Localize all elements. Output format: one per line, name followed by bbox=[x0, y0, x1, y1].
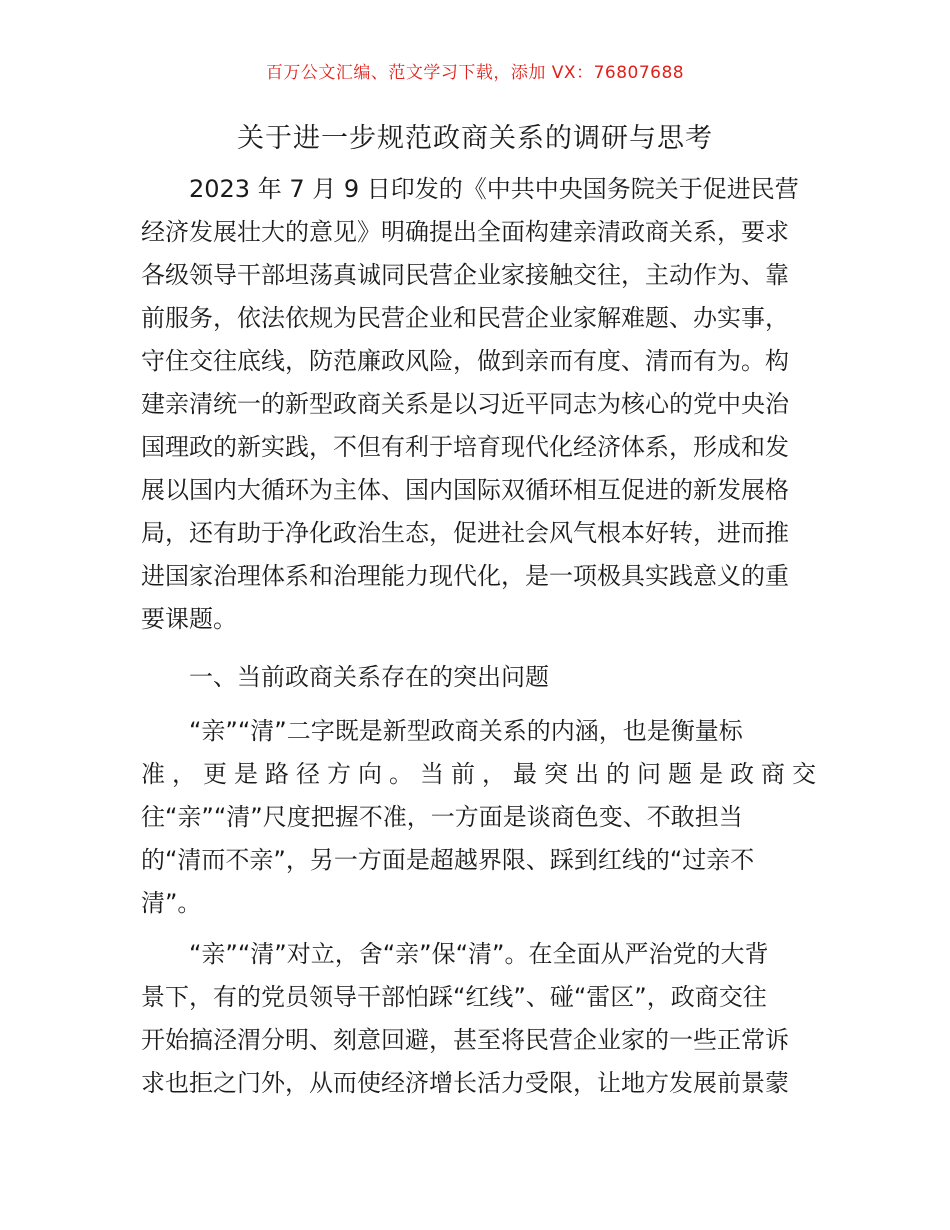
paragraph-line: 国理政的新实践，不但有利于培育现代化经济体系，形成和发 bbox=[141, 433, 789, 461]
paragraph-line: 准，更是路径方向。当前，最突出的问题是政商交 bbox=[141, 760, 823, 788]
section-heading bbox=[141, 656, 811, 699]
paragraph-line: 守住交往底线，防范廉政风险，做到亲而有度、清而有为。构 bbox=[141, 347, 789, 375]
paragraph-line: 展以国内大循环为主体、国内国际双循环相互促进的新发展格 bbox=[141, 476, 789, 504]
paragraph-line: “亲”“清”二字既是新型政商关系的内涵，也是衡量标 bbox=[189, 717, 743, 745]
paragraph-line: 2023 年 7 月 9 日印发的《中共中央国务院关于促进民营 bbox=[189, 175, 799, 203]
paragraph-line: 局，还有助于净化政治生态，促进社会风气根本好转，进而推 bbox=[141, 519, 789, 547]
paragraph-line: “亲”“清”对立，舍“亲”保“清”。在全面从严治党的大背 bbox=[189, 940, 769, 968]
paragraph-qin-qing bbox=[141, 710, 823, 925]
header-banner: 百万公文汇编、范文学习下载，添加 VX：76807688 bbox=[265, 63, 685, 83]
paragraph-opposition bbox=[141, 933, 811, 1105]
paragraph-line: 经济发展壮大的意见》明确提出全面构建亲清政商关系，要求 bbox=[141, 218, 789, 246]
paragraph-line: 景下，有的党员领导干部怕踩“红线”、碰“雷区”，政商交往 bbox=[141, 983, 767, 1011]
paragraph-line: 要课题。 bbox=[141, 605, 237, 633]
paragraph-line: 开始搞泾渭分明、刻意回避，甚至将民营企业家的一些正常诉 bbox=[141, 1026, 789, 1054]
document-title: 关于进一步规范政商关系的调研与思考 bbox=[237, 123, 713, 154]
paragraph-line: 各级领导干部坦荡真诚同民营企业家接触交往，主动作为、靠 bbox=[141, 261, 789, 289]
paragraph-intro bbox=[141, 168, 811, 641]
section-heading-text: 一、当前政商关系存在的突出问题 bbox=[189, 663, 549, 691]
paragraph-line: 清”。 bbox=[141, 889, 202, 917]
paragraph-line: 的“清而不亲”，另一方面是超越界限、踩到红线的“过亲不 bbox=[141, 846, 755, 874]
paragraph-line: 求也拒之门外，从而使经济增长活力受限，让地方发展前景蒙 bbox=[141, 1069, 789, 1097]
paragraph-line: 前服务，依法依规为民营企业和民营企业家解难题、办实事， bbox=[141, 304, 789, 332]
paragraph-line: 进国家治理体系和治理能力现代化，是一项极具实践意义的重 bbox=[141, 562, 789, 590]
paragraph-line: 建亲清统一的新型政商关系是以习近平同志为核心的党中央治 bbox=[141, 390, 789, 418]
paragraph-line: 往“亲”“清”尺度把握不准，一方面是谈商色变、不敢担当 bbox=[141, 803, 743, 831]
